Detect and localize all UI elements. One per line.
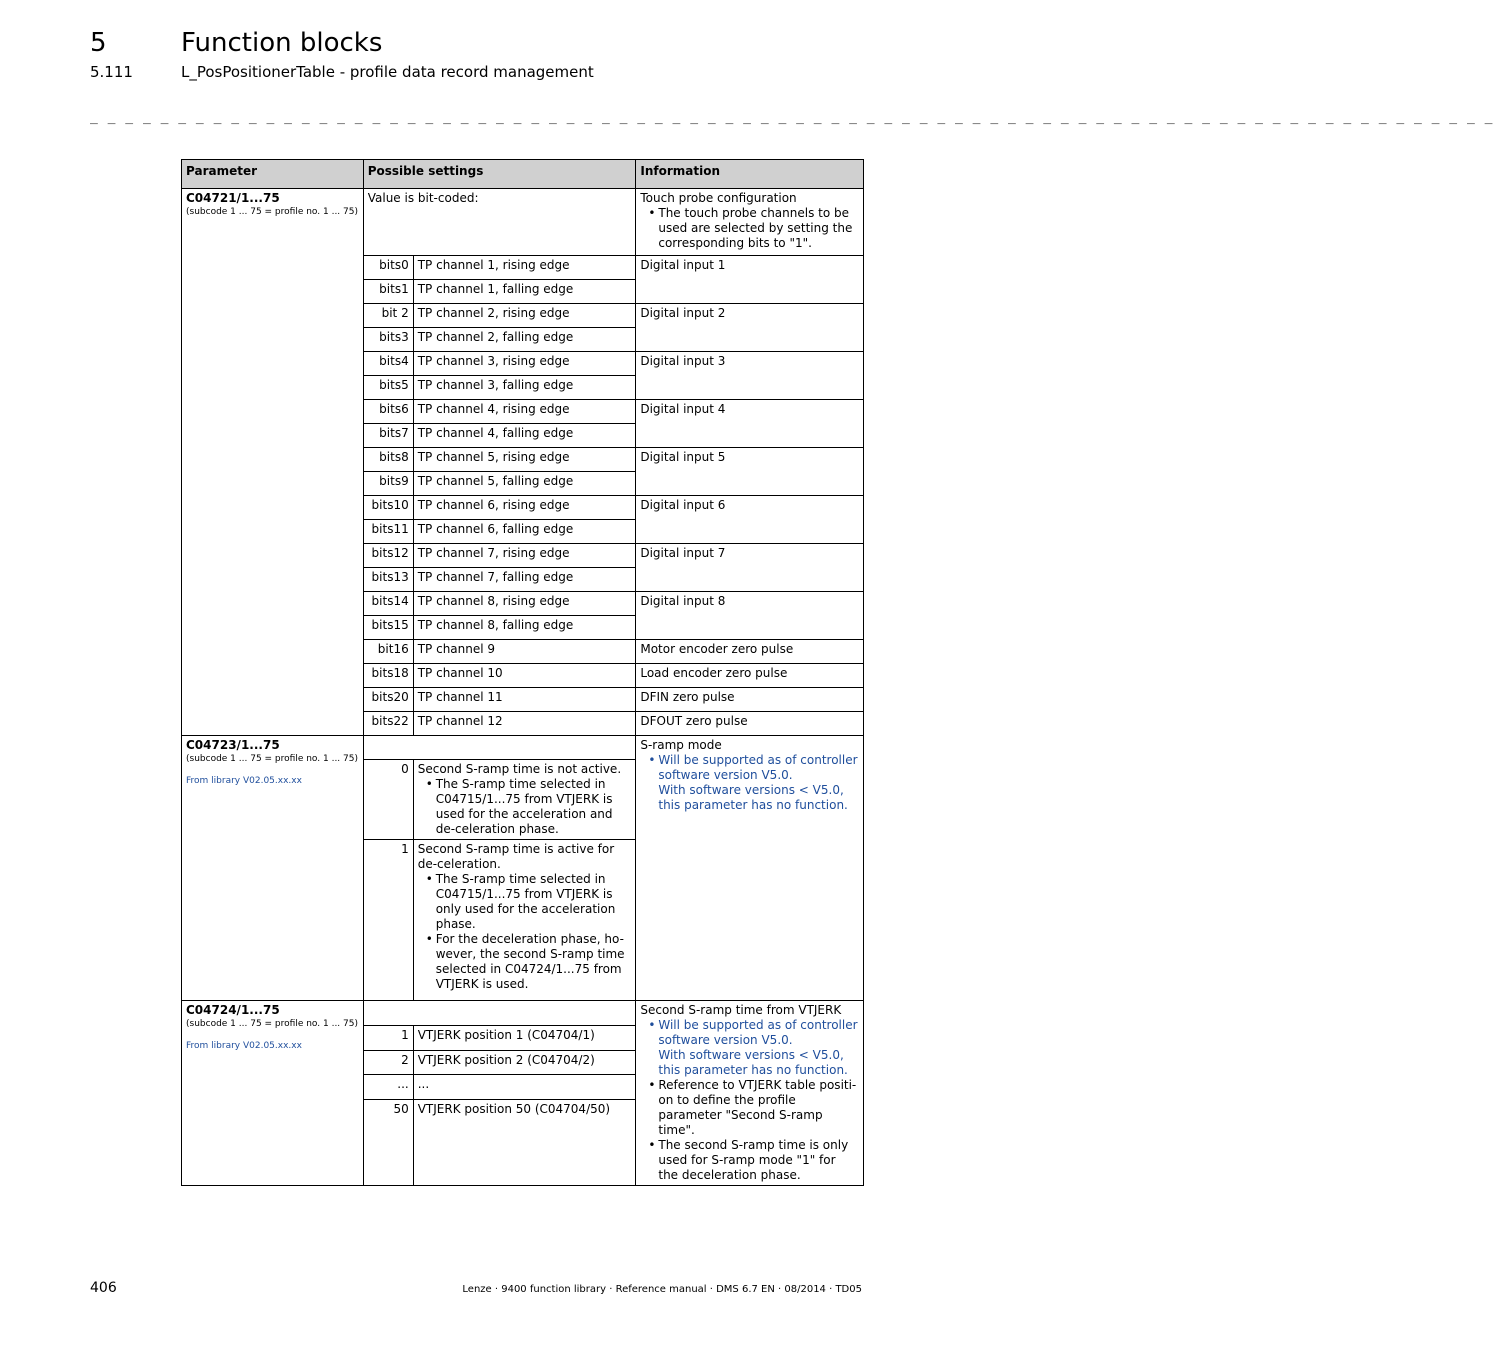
bit-cell: bits12	[363, 544, 413, 568]
bit-info: Digital input 5	[636, 448, 864, 496]
bit-description: TP channel 12	[413, 712, 636, 736]
bit-description: TP channel 5, falling edge	[413, 472, 636, 496]
bit-info: Motor encoder zero pulse	[636, 640, 864, 664]
library-version-note: From library V02.05.xx.xx	[186, 776, 302, 786]
table-row	[182, 1001, 864, 1026]
table-row	[182, 736, 864, 760]
option-bullet: • The S-ramp time selected in C04715/1...75 from VTJERK is only used for the acceleration phase.	[436, 872, 632, 932]
bit-description: TP channel 8, falling edge	[413, 616, 636, 640]
bit-cell: bits1	[363, 280, 413, 304]
support-note-2: With software versions < V5.0, this parameter has no function.	[658, 1048, 848, 1077]
bit-info: DFIN zero pulse	[636, 688, 864, 712]
info-bullet: • The second S-ramp time is only used for S-ramp mode "1" for the deceleration phase.	[658, 1138, 859, 1183]
info-cell	[636, 1001, 864, 1186]
bit-cell: bits11	[363, 520, 413, 544]
option-value: ...	[363, 1075, 413, 1100]
support-note: Will be supported as of controller software version V5.0.	[658, 1018, 858, 1047]
bit-info: Digital input 7	[636, 544, 864, 592]
bit-cell: bits18	[363, 664, 413, 688]
settings-cell	[363, 189, 636, 256]
bit-description: TP channel 6, rising edge	[413, 496, 636, 520]
bit-info: Digital input 6	[636, 496, 864, 544]
bit-description: TP channel 2, falling edge	[413, 328, 636, 352]
section-title: L_PosPositionerTable - profile data record management	[181, 63, 594, 81]
bit-description: TP channel 11	[413, 688, 636, 712]
bit-description: TP channel 5, rising edge	[413, 448, 636, 472]
bit-description: TP channel 9	[413, 640, 636, 664]
option-value: 50	[363, 1100, 413, 1186]
parameter-table	[181, 159, 864, 1186]
bit-info: Digital input 1	[636, 256, 864, 304]
option-description	[413, 760, 636, 840]
bit-cell: bits20	[363, 688, 413, 712]
bit-info: Digital input 4	[636, 400, 864, 448]
bit-info: Digital input 3	[636, 352, 864, 400]
library-version-note: From library V02.05.xx.xx	[186, 1041, 302, 1051]
page-number: 406	[90, 1280, 117, 1296]
bit-info: Digital input 2	[636, 304, 864, 352]
option-value: 1	[363, 1025, 413, 1050]
bit-cell: bits15	[363, 616, 413, 640]
chapter-number: 5	[90, 28, 107, 58]
info-bullet	[658, 753, 859, 813]
bit-description: TP channel 8, rising edge	[413, 592, 636, 616]
bit-cell: bits13	[363, 568, 413, 592]
table-row	[182, 189, 864, 256]
support-note-2: With software versions < V5.0, this parameter has no function.	[658, 783, 848, 812]
bit-cell: bits14	[363, 592, 413, 616]
option-description: VTJERK position 2 (C04704/2)	[413, 1050, 636, 1075]
option-bullet: • The S-ramp time selected in C04715/1...75 from VTJERK is used for the acceleration and de-celeration phase.	[436, 777, 632, 837]
bit-cell: bits22	[363, 712, 413, 736]
header-possible-settings: Possible settings	[363, 160, 636, 189]
bit-cell: bits7	[363, 424, 413, 448]
bit-cell: bits4	[363, 352, 413, 376]
bit-cell: bits6	[363, 400, 413, 424]
bit-cell: bit16	[363, 640, 413, 664]
option-value: 1	[363, 840, 413, 1001]
option-description: VTJERK position 1 (C04704/1)	[413, 1025, 636, 1050]
chapter-title: Function blocks	[181, 28, 383, 58]
info-bullet: • The touch probe channels to be used are selected by setting the corresponding bits to "1".	[658, 206, 859, 251]
parameter-table-body	[182, 189, 864, 1186]
param-cell-c04723	[182, 736, 364, 1001]
bit-cell: bits8	[363, 448, 413, 472]
bit-cell: bits3	[363, 328, 413, 352]
bit-description: TP channel 2, rising edge	[413, 304, 636, 328]
bit-description: TP channel 7, falling edge	[413, 568, 636, 592]
info-cell	[636, 736, 864, 1001]
option-bullet: • For the deceleration phase, ho-wever, the second S-ramp time selected in C04724/1...75 from VTJERK is used.	[436, 932, 632, 992]
option-value: 0	[363, 760, 413, 840]
settings-cell	[363, 736, 636, 760]
option-description: ...	[413, 1075, 636, 1100]
bit-cell: bits9	[363, 472, 413, 496]
option-description: VTJERK position 50 (C04704/50)	[413, 1100, 636, 1186]
param-name: C04723/1...75	[186, 738, 280, 752]
bit-cell: bits5	[363, 376, 413, 400]
bit-cell: bits0	[363, 256, 413, 280]
bit-info: DFOUT zero pulse	[636, 712, 864, 736]
param-subcode: (subcode 1 ... 75 = profile no. 1 ... 75)	[186, 754, 358, 764]
info-bullet	[658, 1018, 859, 1078]
header-dash-rule: _ _ _ _ _ _ _ _ _ _ _ _ _ _ _ _ _ _ _ _ _ _ _ _ _ _ _ _ _ _ _ _ _ _ _ _ _ _ _ _ _ _ _ _ _ _ _ _ _ _ _ _ _ _ _ _ _ _ _ _ _ _ _ _ _ _ _ _ _ _ _ _ _ _ _ _ _ _ _ _	[90, 110, 1493, 125]
bit-cell: bits10	[363, 496, 413, 520]
bit-description: TP channel 3, falling edge	[413, 376, 636, 400]
bit-description: TP channel 10	[413, 664, 636, 688]
support-note: Will be supported as of controller software version V5.0.	[658, 753, 858, 782]
option-description	[413, 840, 636, 1001]
param-cell-c04721	[182, 189, 364, 736]
info-bullet: • Reference to VTJERK table positi-on to define the profile parameter "Second S-ramp time".	[658, 1078, 859, 1138]
info-title: Touch probe configuration	[640, 191, 797, 205]
info-title: S-ramp mode	[640, 738, 722, 752]
bit-description: TP channel 1, rising edge	[413, 256, 636, 280]
bit-description: TP channel 1, falling edge	[413, 280, 636, 304]
bit-description: TP channel 7, rising edge	[413, 544, 636, 568]
bit-description: TP channel 3, rising edge	[413, 352, 636, 376]
section-number: 5.111	[90, 63, 133, 81]
info-cell	[636, 189, 864, 256]
info-title: Second S-ramp time from VTJERK	[640, 1003, 842, 1017]
option-text: Second S-ramp time is not active.	[417, 762, 622, 776]
value-label: Value is bit-coded:	[367, 191, 479, 205]
param-name: C04724/1...75	[186, 1003, 280, 1017]
param-subcode: (subcode 1 ... 75 = profile no. 1 ... 75)	[186, 207, 358, 217]
param-cell-c04724	[182, 1001, 364, 1186]
bit-info: Load encoder zero pulse	[636, 664, 864, 688]
settings-cell	[363, 1001, 636, 1026]
footer-text: Lenze · 9400 function library · Reference manual · DMS 6.7 EN · 08/2014 · TD05	[462, 1284, 862, 1295]
header-information: Information	[636, 160, 864, 189]
header-parameter: Parameter	[182, 160, 364, 189]
option-value: 2	[363, 1050, 413, 1075]
bit-info: Digital input 8	[636, 592, 864, 640]
bit-description: TP channel 6, falling edge	[413, 520, 636, 544]
param-subcode: (subcode 1 ... 75 = profile no. 1 ... 75)	[186, 1019, 358, 1029]
bit-description: TP channel 4, rising edge	[413, 400, 636, 424]
param-name: C04721/1...75	[186, 191, 280, 205]
option-text: Second S-ramp time is active for de-celeration.	[417, 842, 615, 871]
bit-cell: bit 2	[363, 304, 413, 328]
bit-description: TP channel 4, falling edge	[413, 424, 636, 448]
